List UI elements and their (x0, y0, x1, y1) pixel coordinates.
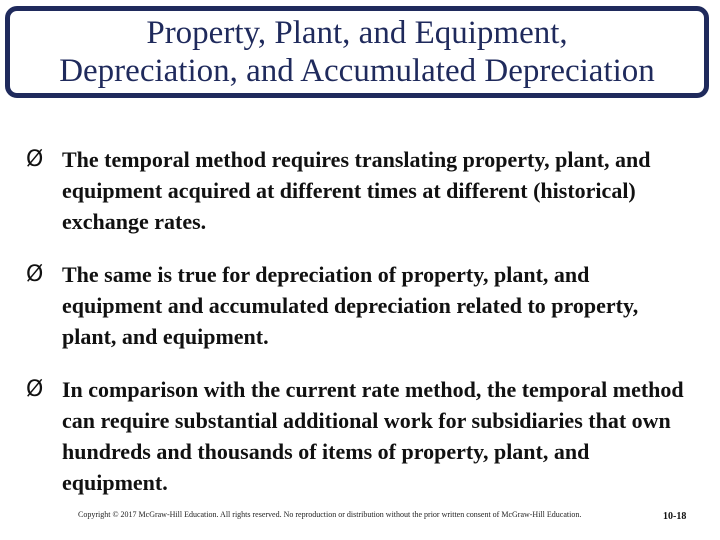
arrow-bullet-icon: Ø (26, 262, 44, 287)
bullet-item-1 (26, 144, 686, 237)
page-number: 10-18 (663, 511, 687, 522)
copyright-notice: Copyright © 2017 McGraw-Hill Education. All rights reserved. No reproduction or distribution without the prior written consent of McGraw-Hill Education. (78, 510, 582, 519)
bullet-item-3 (26, 374, 686, 498)
bullet-item-2 (26, 259, 686, 352)
title-box (5, 6, 709, 98)
slide-title-line-1: Property, Plant, and Equipment, (146, 15, 568, 51)
bullet-list (26, 144, 686, 520)
bullet-text-1: The temporal method requires translating property, plant, and equipment acquired at different times at different (historical) exchange rates. (62, 147, 651, 234)
slide-title-line-2: Depreciation, and Accumulated Depreciation (59, 53, 655, 89)
arrow-bullet-icon: Ø (26, 147, 44, 172)
bullet-text-2: The same is true for depreciation of property, plant, and equipment and accumulated depreciation related to property, plant, and equipment. (62, 262, 639, 349)
arrow-bullet-icon: Ø (26, 377, 44, 402)
bullet-text-3: In comparison with the current rate method, the temporal method can require substantial additional work for subsidiaries that own hundreds and thousands of items of property, plant, and equipment. (62, 377, 684, 495)
